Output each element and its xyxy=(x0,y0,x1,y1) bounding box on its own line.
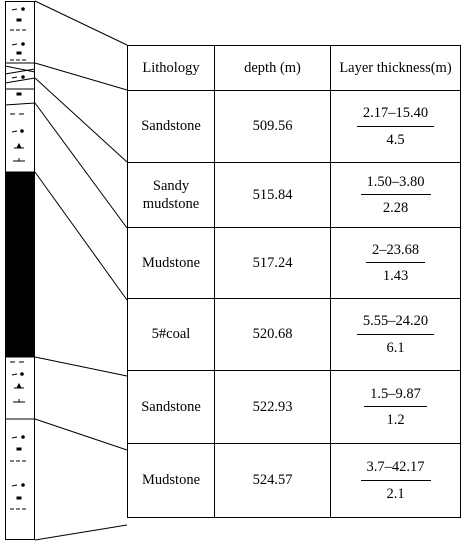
cell-thickness xyxy=(331,91,461,163)
cell-lithology: Sandy mudstone xyxy=(128,163,215,228)
thickness-range: 2–23.68 xyxy=(366,241,425,263)
thickness-fraction xyxy=(361,458,431,502)
cell-depth: 522.93 xyxy=(215,371,331,444)
thickness-fraction xyxy=(366,241,425,285)
thickness-average: 2.28 xyxy=(382,200,409,216)
table-row xyxy=(128,163,461,228)
cell-thickness xyxy=(331,163,461,228)
thickness-range: 2.17–15.40 xyxy=(357,104,434,126)
thickness-average: 1.43 xyxy=(382,268,409,284)
thickness-average: 4.5 xyxy=(386,131,405,148)
coal-seam xyxy=(6,172,34,357)
table-row xyxy=(128,371,461,444)
thickness-range: 1.50–3.80 xyxy=(361,173,431,195)
cell-thickness xyxy=(331,299,461,371)
thickness-range: 3.7–42.17 xyxy=(361,458,431,480)
cell-thickness xyxy=(331,444,461,518)
table-row xyxy=(128,444,461,518)
cell-lithology: Mudstone xyxy=(128,228,215,299)
thickness-fraction xyxy=(357,312,434,356)
thickness-average: 6.1 xyxy=(386,339,405,356)
cell-lithology: 5#coal xyxy=(128,299,215,371)
table-header-row xyxy=(128,46,461,91)
table-row xyxy=(128,91,461,163)
cell-depth: 509.56 xyxy=(215,91,331,163)
thickness-average: 2.1 xyxy=(386,485,405,502)
cell-depth: 517.24 xyxy=(215,228,331,299)
thickness-fraction xyxy=(361,173,431,217)
header-depth: depth (m) xyxy=(215,46,331,91)
cell-lithology: Mudstone xyxy=(128,444,215,518)
header-thickness: Layer thickness(m) xyxy=(331,46,461,91)
header-lithology: Lithology xyxy=(128,46,215,91)
thickness-fraction xyxy=(364,385,427,429)
connector-lines xyxy=(35,1,127,540)
table-row xyxy=(128,299,461,371)
thickness-fraction xyxy=(357,104,434,148)
cell-thickness xyxy=(331,228,461,299)
thickness-range: 5.55–24.20 xyxy=(357,312,434,334)
cell-depth: 524.57 xyxy=(215,444,331,518)
cell-thickness xyxy=(331,371,461,444)
cell-lithology: Sandstone xyxy=(128,91,215,163)
table-row xyxy=(128,228,461,299)
cell-depth: 520.68 xyxy=(215,299,331,371)
lithology-table xyxy=(127,45,461,518)
cell-lithology: Sandstone xyxy=(128,371,215,444)
thickness-range: 1.5–9.87 xyxy=(364,385,427,407)
thickness-average: 1.2 xyxy=(386,412,405,428)
cell-depth: 515.84 xyxy=(215,163,331,228)
